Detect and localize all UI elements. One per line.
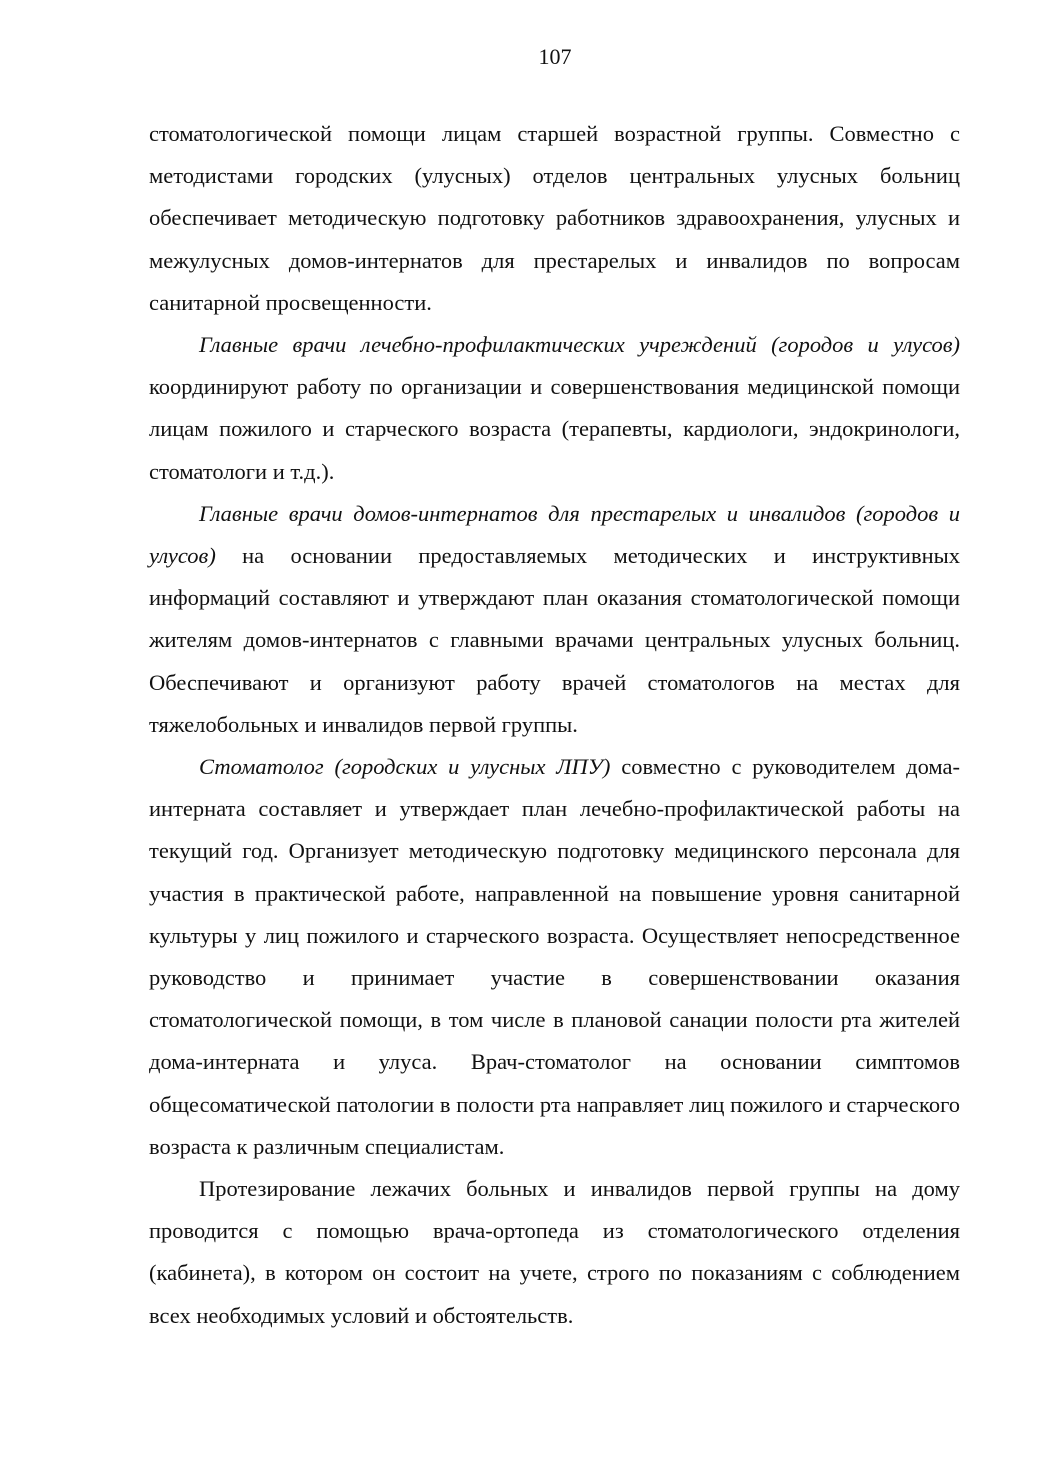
paragraph-text: на основании предоставляемых методических и инструктивных информаций составляют и утверждают план оказания стоматологической помощи жителям домов-интернатов с главными врачами центральных улусных больниц. Обеспечивают и организуют работу врачей стоматологов на местах для тяжелобольных и инвалидов первой группы.	[149, 543, 960, 737]
paragraph-continuation	[149, 113, 960, 324]
page-number: 107	[538, 44, 572, 69]
document-body	[149, 113, 960, 1337]
paragraph-text: стоматологической помощи лицам старшей возрастной группы. Совместно с методистами городских (улусных) отделов центральных улусных больниц обеспечивает методическую подготовку работников здравоохранения, улусных и межулусных домов-интернатов для престарелых и инвалидов по вопросам санитарной просвещенности.	[149, 121, 960, 315]
paragraph-chief-physicians-homes	[149, 493, 960, 746]
paragraph-chief-physicians-lpu	[149, 324, 960, 493]
paragraph-prosthetics	[149, 1168, 960, 1337]
paragraph-dentist	[149, 746, 960, 1168]
paragraph-lead-italic: Стоматолог (городских и улусных ЛПУ)	[199, 754, 611, 780]
paragraph-lead-italic: Главные врачи домов-интернатов для престарелых и инвалидов (городов и улусов)	[149, 500, 960, 569]
paragraph-text: совместно с руководителем дома-интерната составляет и утверждает план лечебно-профилактической работы на текущий год. Организует методическую подготовку медицинского персонала для участия в практической работе, направленной на повышение уровня санитарной культуры у лиц пожилого и старческого возраста. Осуществляет непосредственное руководство и принимает участие в совершенствовании оказания стоматологической помощи, в том числе в плановой санации полости рта жителей дома-интерната и улуса. Врач-стоматолог на основании симптомов общесоматической патологии в полости рта направляет лиц пожилого и старческого возраста к различным специалистам.	[149, 754, 960, 1159]
paragraph-text: Протезирование лежачих больных и инвалидов первой группы на дому проводится с помощью врача-ортопеда из стоматологического отделения (кабинета), в котором он состоит на учете, строго по показаниям с соблюдением всех необходимых условий и обстоятельств.	[149, 1176, 960, 1328]
paragraph-lead-italic: Главные врачи лечебно-профилактических учреждений (городов и улусов)	[199, 332, 960, 358]
paragraph-text: координируют работу по организации и совершенствования медицинской помощи лицам пожилого и старческого возраста (терапевты, кардиологи, эндокринологи, стоматологи и т.д.).	[149, 374, 960, 484]
